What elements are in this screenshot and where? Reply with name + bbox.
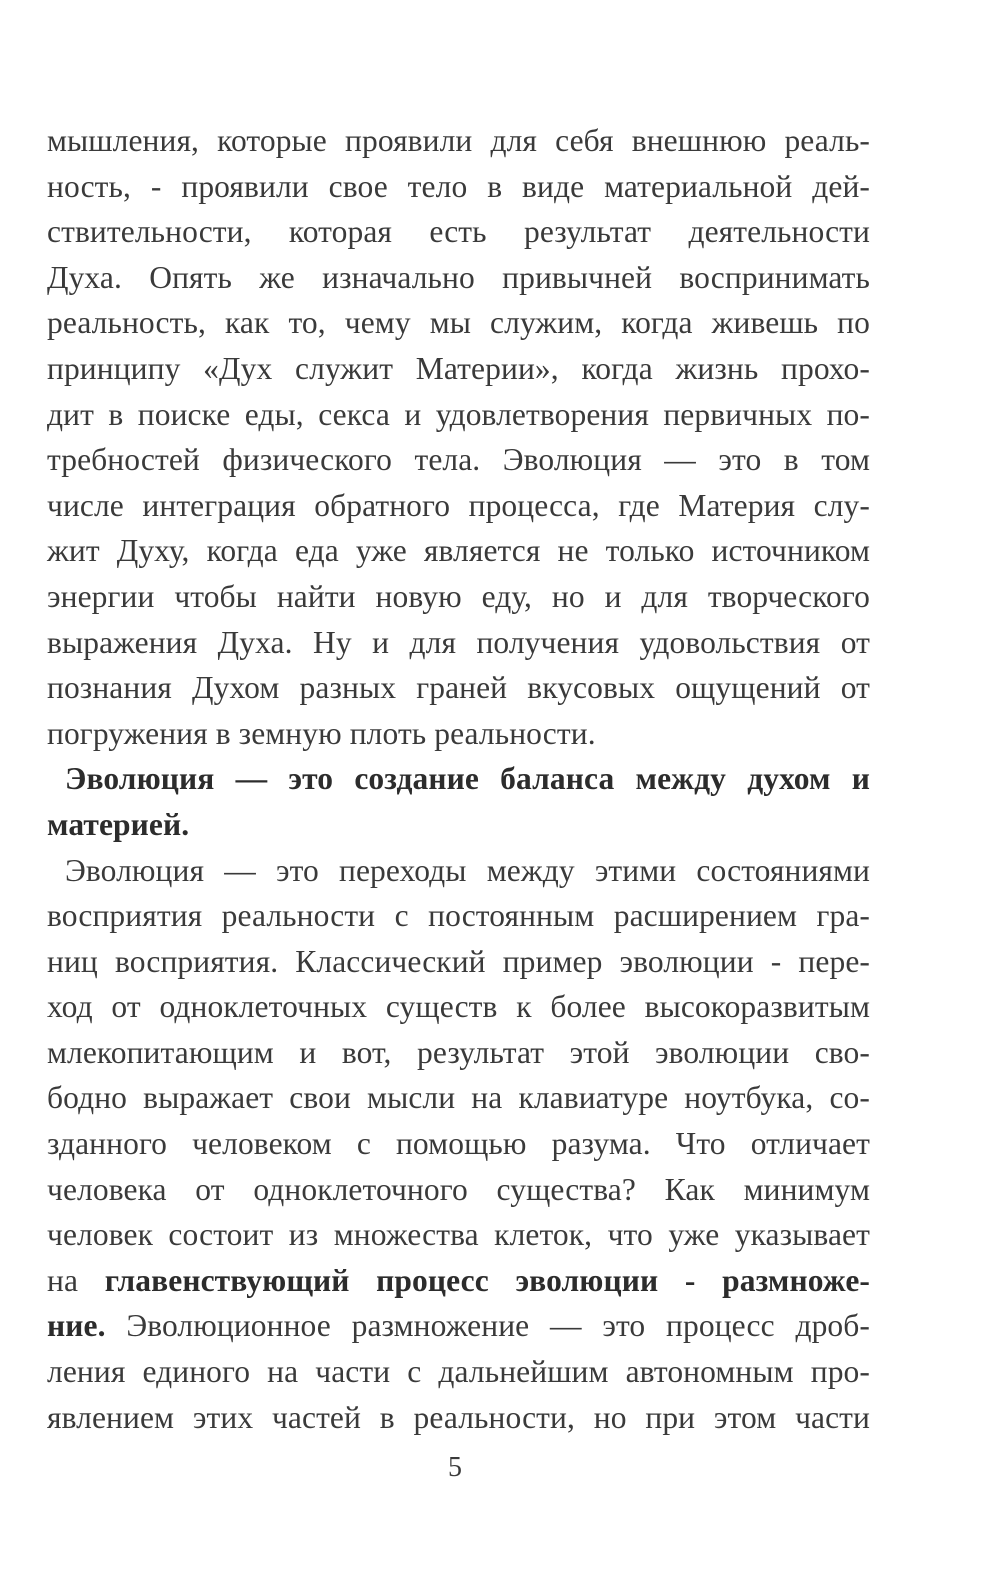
bold-text-segment: ние. [47,1308,106,1344]
text-line [47,848,870,894]
text-line [47,1121,870,1167]
text-segment: восприятия реальности с постоянным расширением гра- [47,898,870,934]
text-segment: явлением этих частей в реальности, но при этом части [47,1399,870,1435]
bold-text-segment: Эволюция — это создание баланса между духом и [65,761,870,797]
text-line [47,392,870,438]
text-segment: ниц восприятия. Классический пример эволюции - пере- [47,943,870,979]
text-line [47,1030,870,1076]
text-line [47,893,870,939]
text-line [47,483,870,529]
text-line [47,984,870,1030]
text-line [47,209,870,255]
text-segment: реальность, как то, чему мы служим, когда живешь по [47,305,870,341]
text-line [47,574,870,620]
text-line [47,665,870,711]
text-line [47,620,870,666]
text-line [47,756,870,802]
text-line [47,1303,870,1349]
text-segment: жит Духу, когда еда уже является не только источником [47,533,870,569]
text-segment: ход от одноклеточных существ к более высокоразвитым [47,989,870,1025]
text-line [47,1258,870,1304]
text-segment: погружения в земную плоть реальности. [47,715,596,751]
text-segment: Духа. Опять же изначально привычней воспринимать [47,259,870,295]
text-segment: энергии чтобы найти новую еду, но и для творческого [47,578,870,614]
text-segment: ствительности, которая есть результат деятельности [47,214,870,250]
text-segment: ления единого на части с дальнейшим автономным про- [47,1354,870,1390]
text-segment: познания Духом разных граней вкусовых ощущений от [47,670,870,706]
text-line [47,711,870,757]
text-line [47,346,870,392]
text-segment: Эволюционное размножение — это процесс дроб- [105,1308,870,1344]
text-line [47,1075,870,1121]
bold-text-segment: главенствующий процесс эволюции - размноже- [104,1262,870,1298]
text-line [47,1212,870,1258]
text-line [47,1395,870,1441]
text-segment: требностей физического тела. Эволюция — это в том [47,442,870,478]
text-line [47,437,870,483]
text-line [47,802,870,848]
text-line [47,1167,870,1213]
text-segment: дит в поиске еды, секса и удовлетворения первичных по- [47,396,870,432]
text-line [47,164,870,210]
text-segment: мышления, которые проявили для себя внешнюю реаль- [47,123,870,158]
text-segment: выражения Духа. Ну и для получения удовольствия от [47,624,870,660]
bold-text-segment: материей. [47,806,190,842]
text-line [47,528,870,574]
text-segment: числе интеграция обратного процесса, где Материя слу- [47,487,870,523]
page-number: 5 [448,1452,462,1483]
text-segment: млекопитающим и вот, результат этой эволюции сво- [47,1034,870,1070]
text-segment: Эволюция — это переходы между этими состояниями [65,852,870,888]
text-segment: зданного человеком с помощью разума. Что отличает [47,1126,870,1162]
text-line [47,255,870,301]
text-segment: человека от одноклеточного существа? Как минимум [47,1171,870,1207]
text-segment: человек состоит из множества клеток, что уже указывает [47,1217,870,1253]
text-line [47,939,870,985]
text-segment: на [47,1262,105,1298]
text-segment: бодно выражает свои мысли на клавиатуре ноутбука, со- [47,1080,870,1116]
text-line [47,118,870,164]
page-body [47,118,870,1440]
text-segment: принципу «Дух служит Материи», когда жизнь прохо- [47,350,870,386]
text-line [47,300,870,346]
text-line [47,1349,870,1395]
text-segment: ность, - проявили свое тело в виде материальной дей- [47,168,870,204]
